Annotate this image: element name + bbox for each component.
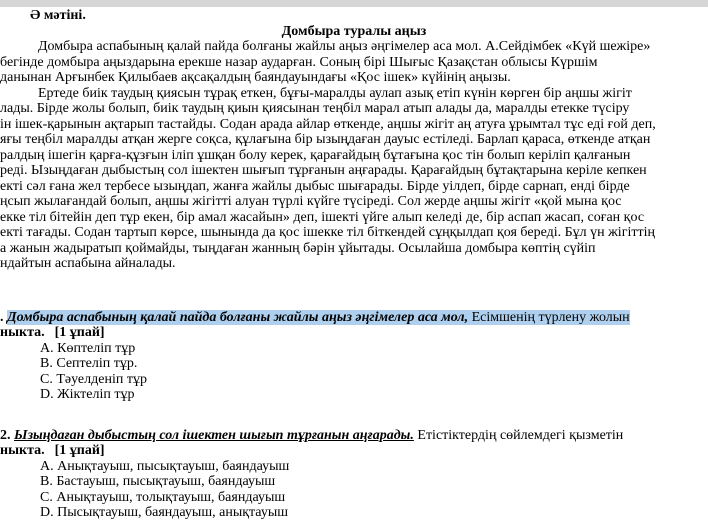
answer-option: А. Көптеліп тұр bbox=[40, 340, 136, 356]
question-2-quoted-sentence: Ызыңдаған дыбыстың сол ішектен шығып тұрғанын аңғарады. bbox=[14, 427, 414, 443]
document-title: Домбыра туралы аңыз bbox=[281, 23, 427, 39]
paragraph-line: а жанын жадыратып қоймайды, тыңдаған жанның бәрін ұйытады. Осылайша домбыра көптің сүйіп bbox=[0, 240, 596, 256]
paragraph-line: Домбыра аспабының қалай пайда болғаны жайлы аңыз әңгімелер аса мол. А.Сейдімбек «Күй шежіре» bbox=[38, 39, 651, 54]
paragraph-line: реді. Ызыңдаған дыбыстың сол ішектен шығып тұрғанын аңғарады. Қарағайдың бұтақтарына керіле кепкен bbox=[0, 163, 647, 178]
answer-option: D. Жіктеліп тұр bbox=[40, 387, 135, 402]
answer-option: В. Септеліп тұр. bbox=[40, 356, 138, 371]
paragraph-line: бегінде домбыра аңыздарына ерекше назар аударған. Соның бірі Шығыс Қазақстан облысы Күршім bbox=[0, 54, 598, 70]
paragraph-line: Ертеде биік таудың қиясын тұрақ еткен, бұғы-маралды аулап азық етіп күнін көрген бір аңшы жігіт bbox=[38, 85, 632, 101]
paragraph-line: ралдың ішегін қарға-құзғын іліп ұшқан болу керек, қарағайдың бұтағына қос тін болып керіліп қалғанын bbox=[0, 147, 631, 163]
question-2-line-2 bbox=[0, 443, 708, 459]
question-1-line-2 bbox=[0, 325, 708, 341]
paragraph-2 bbox=[0, 86, 708, 272]
question-1-task-continuation: ныкта. bbox=[0, 325, 45, 340]
answer-option: D. Пысықтауыш, баяндауыш, анықтауыш bbox=[40, 505, 289, 520]
paragraph-1 bbox=[0, 39, 708, 86]
paragraph-line: яғы теңбіл маралды атқан жерге соқса, құлағына бір ызыңдаған дауыс естіледі. Барлап қараса, өткенде атқан bbox=[0, 132, 651, 147]
question-1-line-1 bbox=[0, 310, 708, 326]
answer-option: С. Анықтауыш, толықтауыш, баяндауыш bbox=[40, 489, 286, 505]
paragraph-line: екке тіл бітейін деп тұр екен, бір амал жасайын» деп, ішекті үйге алып келеді де, бір аспап жасап, соған қос bbox=[0, 209, 645, 225]
question-1-quoted-sentence: Домбыра аспабының қалай пайда болғаны жайлы аңыз әңгімелер аса мол, bbox=[7, 309, 469, 325]
question-1-selected-text bbox=[7, 310, 630, 325]
question-2 bbox=[0, 428, 708, 521]
question-1-score-badge: [1 ұпай] bbox=[54, 325, 105, 340]
blank-space bbox=[0, 272, 708, 310]
paragraph-line: екті тағады. Содан тартып көрсе, шынында да қос ішекке тіл біткендей сұңқылдап қоя береді. Бұл үн жігіттің bbox=[0, 225, 655, 240]
answer-option: А. Анықтауыш, пысықтауыш, баяндауыш bbox=[40, 458, 290, 474]
question-1-prefix: . bbox=[0, 309, 4, 325]
question-2-line-1 bbox=[0, 428, 708, 444]
question-2-number: 2. bbox=[0, 427, 11, 443]
paragraph-line: лады. Бірде жолы болып, биік таудың қиын қиясынан теңбіл марал атып алады да, маралды етекке түсіру bbox=[0, 101, 630, 116]
question-2-task-text: Етістіктердің сөйлемдегі қызметін bbox=[417, 427, 624, 443]
question-1-options bbox=[0, 341, 708, 403]
answer-option: С. Тәуелденіп тұр bbox=[40, 371, 147, 387]
question-2-score-badge: [1 ұпай] bbox=[54, 443, 105, 458]
question-2-task-continuation: ныкта. bbox=[0, 443, 45, 458]
document-page bbox=[0, 7, 708, 521]
paragraph-line: ңсып жылағандай болып, аңшы жігітті алуан түрлі күйге түсіреді. Сол жерде аңшы жігіт «қой мына қос bbox=[0, 194, 622, 209]
paragraph-line: ін ішек-қарынын ақтарып тастайды. Содан арада айлар өткенде, аңшы жігіт аң атуға ұрымтал тұс еді ғой деп, bbox=[0, 116, 656, 132]
question-1-task-text: Есімшенің түрлену жолын bbox=[471, 309, 630, 325]
viewport-top-strip bbox=[0, 0, 708, 7]
section-label: Ә мәтіні. bbox=[30, 8, 86, 23]
answer-option: В. Бастауыш, пысықтауыш, баяндауыш bbox=[40, 474, 276, 489]
paragraph-line: ндайтын аспабына айналады. bbox=[0, 256, 176, 271]
question-1 bbox=[0, 310, 708, 403]
question-2-options bbox=[0, 459, 708, 521]
blank-space bbox=[0, 403, 708, 428]
paragraph-line: данынан Арғынбек Қилыбаев ақсақалдың баяндауындағы «Қос ішек» күйінің аңызы. bbox=[0, 70, 511, 85]
paragraph-line: екті сәл ғана жел тербесе ызыңдап, жанға жайлы дыбыс шығарады. Бірде уілдеп, бірде сарнап, енді бірде bbox=[0, 178, 630, 194]
